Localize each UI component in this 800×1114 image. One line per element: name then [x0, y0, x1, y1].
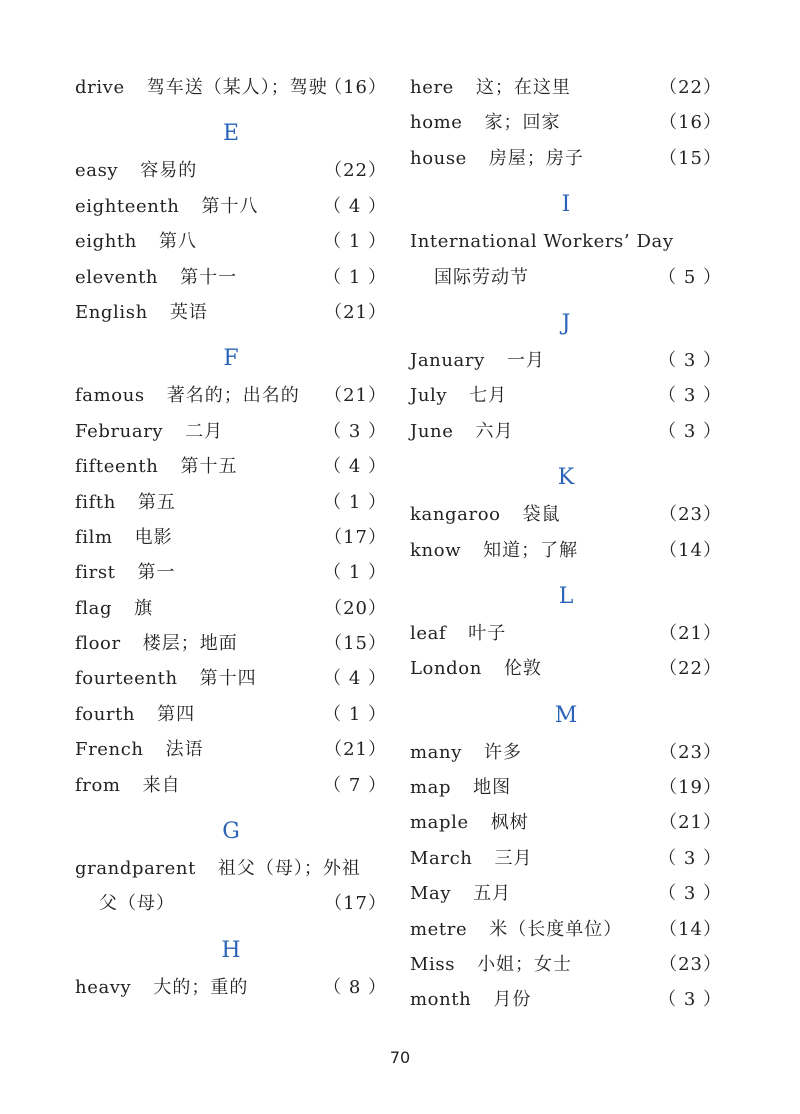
entry-word: February	[75, 420, 164, 442]
section-letter-heading: J	[561, 310, 571, 336]
glossary-entry	[75, 697, 387, 732]
entry-meaning: 三月	[494, 847, 533, 869]
glossary-entry	[75, 414, 387, 449]
entry-line	[75, 851, 387, 886]
entry-meaning: 一月	[506, 349, 545, 371]
entry-meaning: 祖父（母）；外祖	[217, 858, 361, 880]
entry-word: International Workers’ Day	[410, 231, 674, 253]
entry-word: easy	[75, 160, 119, 182]
entry-meaning: 楼层；地面	[142, 633, 238, 655]
entry-word: first	[75, 562, 116, 584]
entry-word: drive	[75, 77, 125, 98]
entry-word: eighteenth	[75, 195, 180, 217]
entry-meaning: 第十四	[199, 668, 257, 690]
glossary-entry	[410, 414, 722, 449]
glossary-entry	[410, 947, 722, 982]
entry-unit-ref: （23）	[659, 954, 722, 976]
entry-unit-ref: （ 7 ）	[323, 774, 387, 796]
glossary-entry	[410, 343, 722, 378]
entry-meaning: 英语	[169, 301, 208, 323]
entry-unit-ref: （ 1 ）	[323, 266, 387, 288]
entry-word: maple	[410, 812, 469, 834]
entry-unit-ref: （21）	[324, 385, 387, 407]
entry-word: eighth	[75, 231, 137, 253]
glossary-entry	[75, 768, 387, 803]
entry-unit-ref: （21）	[659, 622, 722, 644]
entry-meaning: 七月	[469, 385, 508, 407]
entry-word: heavy	[75, 976, 132, 998]
entry-word: from	[75, 774, 121, 796]
glossary-entry	[75, 970, 387, 1005]
glossary-entry	[75, 626, 387, 661]
entry-meaning: 许多	[483, 741, 522, 763]
entry-meaning: 二月	[185, 420, 224, 442]
entry-meaning: 知道；了解	[483, 539, 579, 561]
entry-unit-ref: （ 3 ）	[658, 883, 722, 905]
entry-word: film	[75, 526, 113, 548]
section-letter-heading: M	[554, 702, 578, 728]
entry-word: here	[410, 77, 454, 98]
entry-unit-ref: （16）	[659, 112, 722, 134]
entry-unit-ref: （ 3 ）	[658, 349, 722, 371]
entry-meaning: 五月	[473, 883, 512, 905]
entry-unit-ref: （ 4 ）	[323, 456, 387, 478]
entry-line	[410, 224, 722, 259]
entry-meaning: 法语	[165, 739, 204, 761]
entry-word: leaf	[410, 622, 447, 644]
entry-unit-ref: （ 1 ）	[323, 231, 387, 253]
entry-meaning: 旗	[134, 597, 154, 619]
glossary-entry	[75, 224, 387, 259]
glossary-entry	[410, 841, 722, 876]
entry-unit-ref: （21）	[324, 301, 387, 323]
glossary-entry	[410, 70, 722, 105]
entry-word: English	[75, 301, 148, 323]
section-letter-heading: K	[557, 465, 575, 491]
glossary-entry	[75, 449, 387, 484]
entry-meaning: 第五	[137, 491, 176, 513]
entry-word: kangaroo	[410, 504, 501, 526]
section-letter-heading: G	[222, 819, 240, 845]
entry-word: fifth	[75, 491, 116, 513]
entry-meaning: 来自	[142, 774, 181, 796]
entry-word: grandparent	[75, 858, 196, 880]
glossary-entry	[75, 153, 387, 188]
glossary-entry	[75, 378, 387, 413]
entry-unit-ref: （15）	[324, 633, 387, 655]
section-letter-heading: F	[223, 346, 239, 372]
entry-unit-ref: （ 4 ）	[323, 195, 387, 217]
glossary-entry	[410, 651, 722, 686]
entry-meaning: 容易的	[140, 160, 198, 182]
entry-word: fifteenth	[75, 456, 159, 478]
entry-word: many	[410, 741, 462, 763]
entry-meaning: 第十五	[180, 456, 238, 478]
entry-unit-ref: （14）	[659, 539, 722, 561]
entry-meaning: 第一	[137, 562, 176, 584]
entry-meaning: 国际劳动节	[434, 266, 529, 288]
entry-meaning: 第四	[157, 703, 196, 725]
glossary-entry	[410, 141, 722, 176]
entry-meaning: 袋鼠	[522, 504, 561, 526]
entry-meaning: 小姐；女士	[477, 954, 573, 976]
entry-meaning: 第八	[158, 231, 197, 253]
entry-unit-ref: （ 3 ）	[658, 385, 722, 407]
glossary-entry	[75, 295, 387, 330]
section-letter-heading: L	[558, 583, 574, 609]
page-number: 70	[389, 1048, 411, 1067]
glossary-entry	[410, 616, 722, 651]
entry-meaning-continued: 父（母）	[99, 893, 175, 915]
entry-unit-ref: （ 8 ）	[323, 976, 387, 998]
glossary-entry	[75, 189, 387, 224]
entry-unit-ref: （17）	[324, 893, 387, 915]
entry-unit-ref: （23）	[659, 741, 722, 763]
entry-unit-ref: （22）	[659, 77, 722, 98]
entry-meaning: 房屋；房子	[488, 147, 584, 169]
glossary-entry	[410, 224, 722, 295]
entry-line	[75, 886, 387, 921]
entry-unit-ref: （ 3 ）	[658, 847, 722, 869]
glossary-entry	[75, 70, 387, 105]
entry-unit-ref: （22）	[324, 160, 387, 182]
entry-word: metre	[410, 918, 468, 940]
entry-word: house	[410, 147, 467, 169]
entry-meaning: 大的；重的	[153, 976, 249, 998]
glossary-entry	[75, 661, 387, 696]
entry-unit-ref: （ 1 ）	[323, 491, 387, 513]
entry-unit-ref: （20）	[324, 597, 387, 619]
entry-word: famous	[75, 385, 145, 407]
glossary-entry	[410, 805, 722, 840]
glossary-entry	[410, 533, 722, 568]
entry-unit-ref: （19）	[659, 777, 722, 799]
glossary-column-left	[75, 70, 387, 1005]
entry-meaning: 六月	[475, 420, 514, 442]
entry-word: know	[410, 539, 462, 561]
glossary-entry	[75, 485, 387, 520]
entry-meaning: 地图	[473, 777, 512, 799]
entry-word: May	[410, 883, 452, 905]
glossary-entry	[410, 912, 722, 947]
entry-word: French	[75, 739, 144, 761]
entry-unit-ref: （21）	[659, 812, 722, 834]
entry-meaning: 伦敦	[503, 658, 542, 680]
section-letter-heading: E	[222, 121, 240, 147]
entry-word: July	[410, 385, 448, 407]
entry-unit-ref: （ 1 ）	[323, 703, 387, 725]
entry-unit-ref: （ 4 ）	[323, 668, 387, 690]
glossary-entry	[410, 982, 722, 1017]
entry-unit-ref: （16）	[324, 77, 387, 98]
entry-line	[410, 260, 722, 295]
glossary-entry	[410, 876, 722, 911]
entry-word: Miss	[410, 954, 456, 976]
glossary-entry	[75, 851, 387, 922]
entry-meaning: 月份	[493, 989, 532, 1011]
entry-meaning: 叶子	[468, 622, 507, 644]
glossary-entry	[410, 770, 722, 805]
entry-meaning: 驾车送（某人）；驾驶	[146, 77, 328, 98]
glossary-entry	[410, 735, 722, 770]
entry-unit-ref: （ 3 ）	[658, 420, 722, 442]
entry-meaning: 著名的；出名的	[166, 385, 300, 407]
entry-unit-ref: （22）	[659, 658, 722, 680]
entry-meaning: 这；在这里	[475, 77, 571, 98]
glossary-entry	[75, 591, 387, 626]
section-letter-heading: I	[561, 192, 571, 218]
glossary-entry	[75, 732, 387, 767]
glossary-entry	[75, 260, 387, 295]
entry-word: eleventh	[75, 266, 159, 288]
entry-meaning: 第十一	[180, 266, 238, 288]
entry-word: floor	[75, 633, 121, 655]
entry-unit-ref: （ 1 ）	[323, 562, 387, 584]
entry-meaning: 第十八	[201, 195, 259, 217]
entry-word: map	[410, 777, 452, 799]
entry-word: fourth	[75, 703, 136, 725]
entry-unit-ref: （14）	[659, 918, 722, 940]
entry-word: home	[410, 112, 463, 134]
entry-word: fourteenth	[75, 668, 178, 690]
glossary-entry	[75, 520, 387, 555]
glossary-entry	[410, 497, 722, 532]
entry-unit-ref: （ 3 ）	[658, 989, 722, 1011]
entry-unit-ref: （ 5 ）	[658, 266, 722, 288]
entry-word: March	[410, 847, 473, 869]
entry-word: London	[410, 658, 482, 680]
entry-word: January	[410, 349, 485, 371]
glossary-entry	[75, 555, 387, 590]
entry-unit-ref: （ 3 ）	[323, 420, 387, 442]
entry-word: June	[410, 420, 454, 442]
entry-meaning: 电影	[134, 526, 173, 548]
entry-meaning: 米（长度单位）	[489, 918, 623, 940]
entry-meaning: 枫树	[490, 812, 529, 834]
glossary-column-right	[410, 70, 722, 1018]
entry-word: month	[410, 989, 472, 1011]
glossary-entry	[410, 105, 722, 140]
glossary-entry	[410, 378, 722, 413]
entry-unit-ref: （15）	[659, 147, 722, 169]
section-letter-heading: H	[221, 937, 241, 963]
entry-unit-ref: （21）	[324, 739, 387, 761]
entry-meaning: 家；回家	[484, 112, 561, 134]
entry-unit-ref: （23）	[659, 504, 722, 526]
entry-unit-ref: （17）	[324, 526, 387, 548]
entry-word: flag	[75, 597, 113, 619]
